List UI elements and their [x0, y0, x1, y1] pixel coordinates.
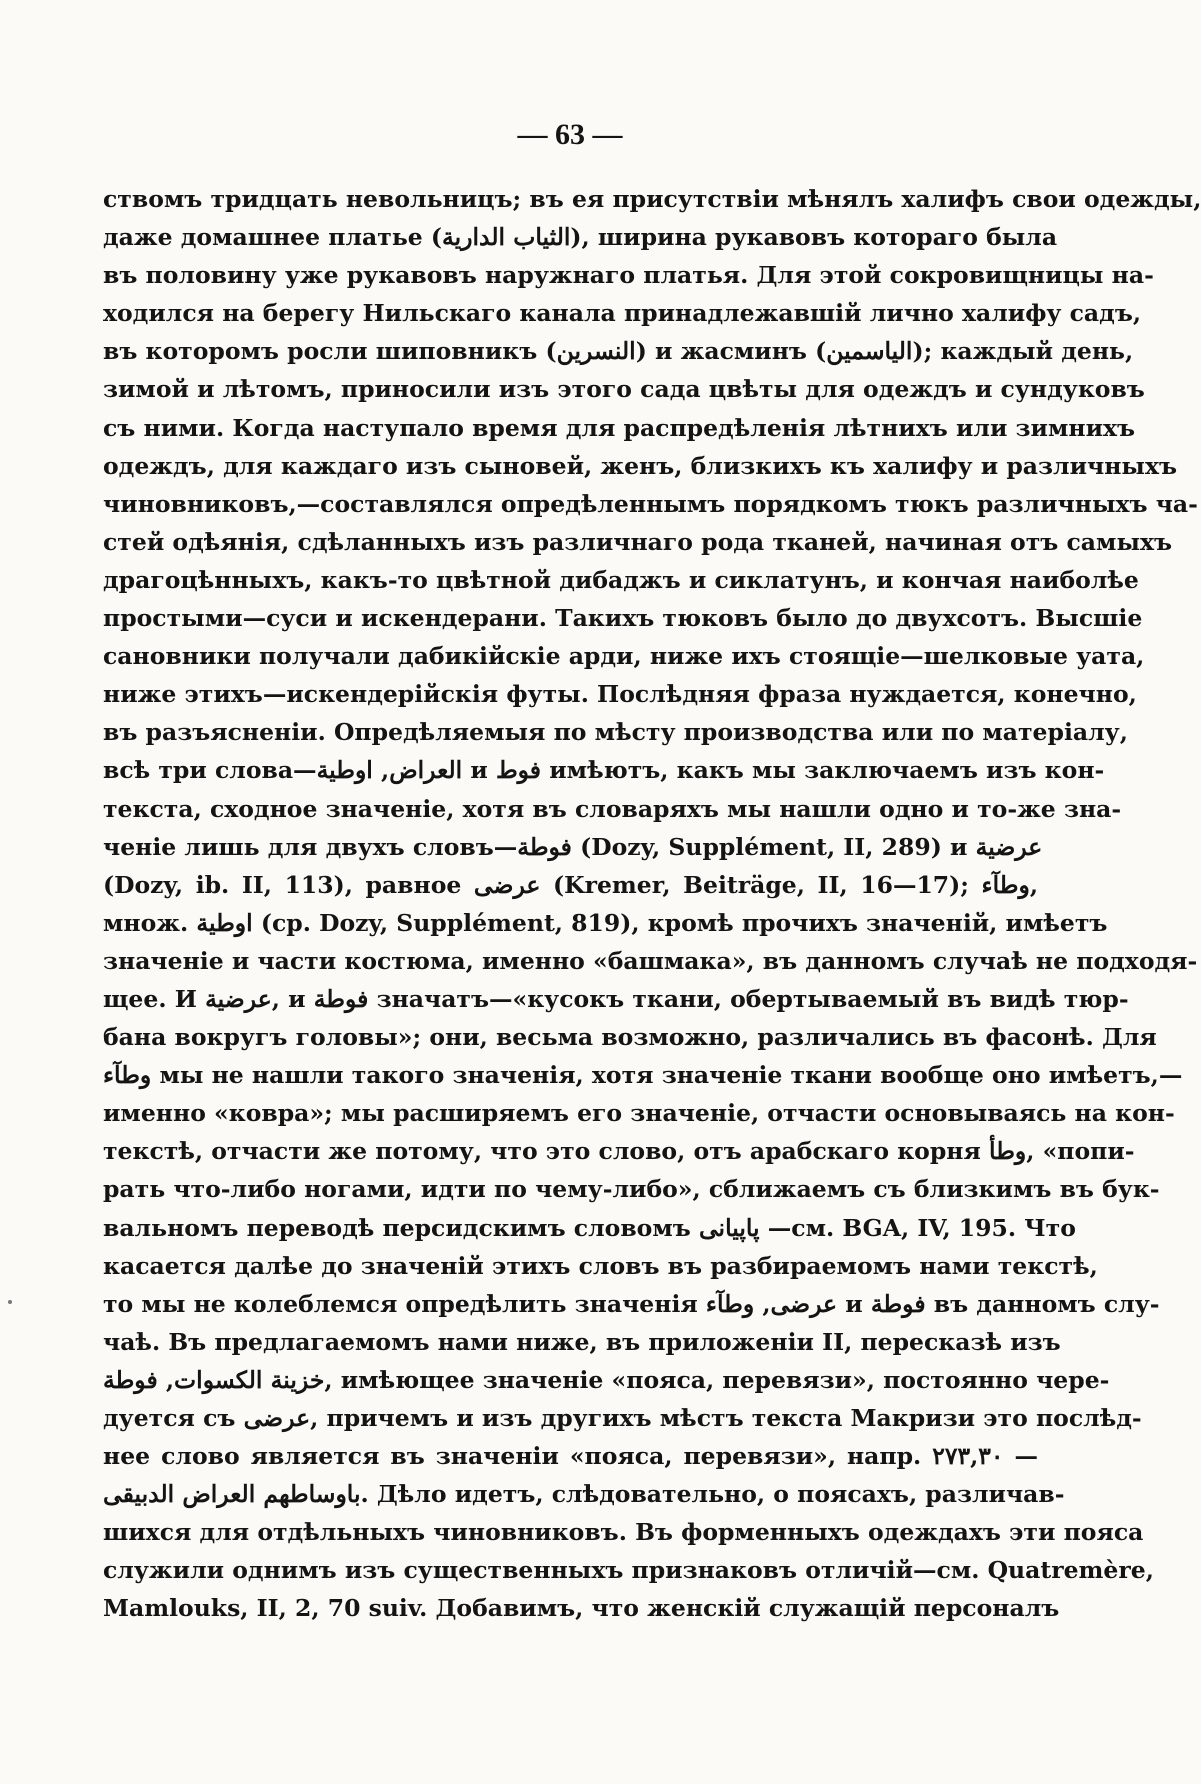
text-line: ходился на берегу Нильскаго канала принадлежавшій лично халифу садъ, — [103, 299, 1142, 328]
text-line: служили однимъ изъ существенныхъ признаковъ отличій—см. Quatremère, — [103, 1556, 1154, 1585]
text-line: въ разъясненіи. Опредѣляемыя по мѣсту производства или по матеріалу, — [103, 718, 1128, 747]
text-line: съ ними. Когда наступало время для распредѣленія лѣтнихъ или зимнихъ — [103, 413, 1136, 442]
page-number: — 63 — — [517, 118, 623, 151]
text-line: باوساطهم العراض الدبيقى. Дѣло идетъ, слѣдовательно, о поясахъ, различав- — [103, 1480, 1065, 1509]
text-line: рать что-либо ногами, идти по чему-либо», сближаемъ съ близкимъ въ бук- — [103, 1175, 1160, 1204]
text-line: то мы не колеблемся опредѣлить значенія عرضى, وطآء и فوطة въ данномъ слу- — [103, 1289, 1160, 1318]
text-line: чиновниковъ,—составлялся опредѣленнымъ порядкомъ тюкъ различныхъ ча- — [103, 489, 1198, 518]
text-line: драгоцѣнныхъ, какъ-то цвѣтной дибаджъ и сиклатунъ, и кончая наиболѣе — [103, 565, 1139, 594]
text-line: текстѣ, отчасти же потому, что это слово, отъ арабскаго корня وطأ, «попи- — [103, 1137, 1135, 1166]
text-line: (Dozy, ib. II, 113), равное عرضى (Kremer, Beiträge, II, 16—17); وطآء, — [103, 870, 1038, 899]
text-line: именно «ковра»; мы расширяемъ его значеніе, отчасти основываясь на кон- — [103, 1099, 1175, 1128]
text-line: خزينة الكسوات, فوطة, имѣющее значеніе «пояса, перевязи», постоянно чере- — [103, 1365, 1110, 1394]
text-line: касается далѣе до значеній этихъ словъ въ разбираемомъ нами текстѣ, — [103, 1251, 1098, 1280]
text-line: въ которомъ росли шиповникъ (النسرين) и жасминъ (الياسمين); каждый день, — [103, 337, 1134, 366]
text-line: зимой и лѣтомъ, приносили изъ этого сада цвѣты для одеждъ и сундуковъ — [103, 375, 1145, 404]
text-line: ниже этихъ—искендерійскія футы. Послѣдняя фраза нуждается, конечно, — [103, 680, 1137, 709]
text-line: шихся для отдѣльныхъ чиновниковъ. Въ форменныхъ одеждахъ эти пояса — [103, 1518, 1144, 1547]
text-line: وطآء мы не нашли такого значенія, хотя значеніе ткани вообще оно имѣетъ,— — [103, 1061, 1183, 1090]
text-line: значеніе и части костюма, именно «башмака», въ данномъ случаѣ не подходя- — [103, 946, 1198, 975]
text-line: всѣ три слова—العراض, اوطية и فوط имѣютъ, какъ мы заключаемъ изъ кон- — [103, 756, 1105, 785]
text-line: вальномъ переводѣ персидскимъ словомъ پاپيانى —см. BGA, IV, 195. Что — [103, 1213, 1076, 1242]
scan-speck — [8, 1300, 12, 1304]
body-text — [103, 180, 1201, 1628]
text-line: чаѣ. Въ предлагаемомъ нами ниже, въ приложеніи II, пересказѣ изъ — [103, 1327, 1061, 1356]
text-line: нее слово является въ значеніи «пояса, перевязи», напр. ٢٧٣,٣٠ — — [103, 1442, 1038, 1471]
text-line: сановники получали дабикійскіе арди, ниже ихъ стоящіе—шелковые уата, — [103, 642, 1145, 671]
text-line: Mamlouks, II, 2, 70 suiv. Добавимъ, что женскій служащій персоналъ — [103, 1594, 1060, 1623]
text-line: ченіе лишь для двухъ словъ—فوطة (Dozy, Supplément, II, 289) и عرضية — [103, 832, 1043, 861]
text-line: стей одѣянія, сдѣланныхъ изъ различнаго рода тканей, начиная отъ самыхъ — [103, 527, 1173, 556]
text-line: дуется съ عرضى, причемъ и изъ другихъ мѣстъ текста Макризи это послѣд- — [103, 1404, 1142, 1432]
text-line: ствомъ тридцать невольницъ; въ ея присутствіи мѣнялъ халифъ свои одежды, — [103, 185, 1201, 213]
text-line: щее. И عرضية, и فوطة значатъ—«кусокъ ткани, обертываемый въ видѣ тюр- — [103, 984, 1129, 1013]
text-line: бана вокругъ головы»; они, весьма возможно, различались въ фасонѣ. Для — [103, 1023, 1157, 1052]
text-line: даже домашнее платье (الثياب الدارية), ширина рукавовъ котораго была — [103, 223, 1058, 252]
text-line: простыми—суси и искендерани. Такихъ тюковъ было до двухсотъ. Высшіе — [103, 604, 1143, 633]
text-line: въ половину уже рукавовъ наружнаго платья. Для этой сокровищницы на- — [103, 261, 1154, 290]
text-line: множ. اوطية (ср. Dozy, Supplément, 819), кромѣ прочихъ значеній, имѣетъ — [103, 908, 1108, 937]
text-line: текста, сходное значеніе, хотя въ словаряхъ мы нашли одно и то-же зна- — [103, 794, 1122, 823]
text-line: одеждъ, для каждаго изъ сыновей, женъ, близкихъ къ халифу и различныхъ — [103, 451, 1178, 480]
